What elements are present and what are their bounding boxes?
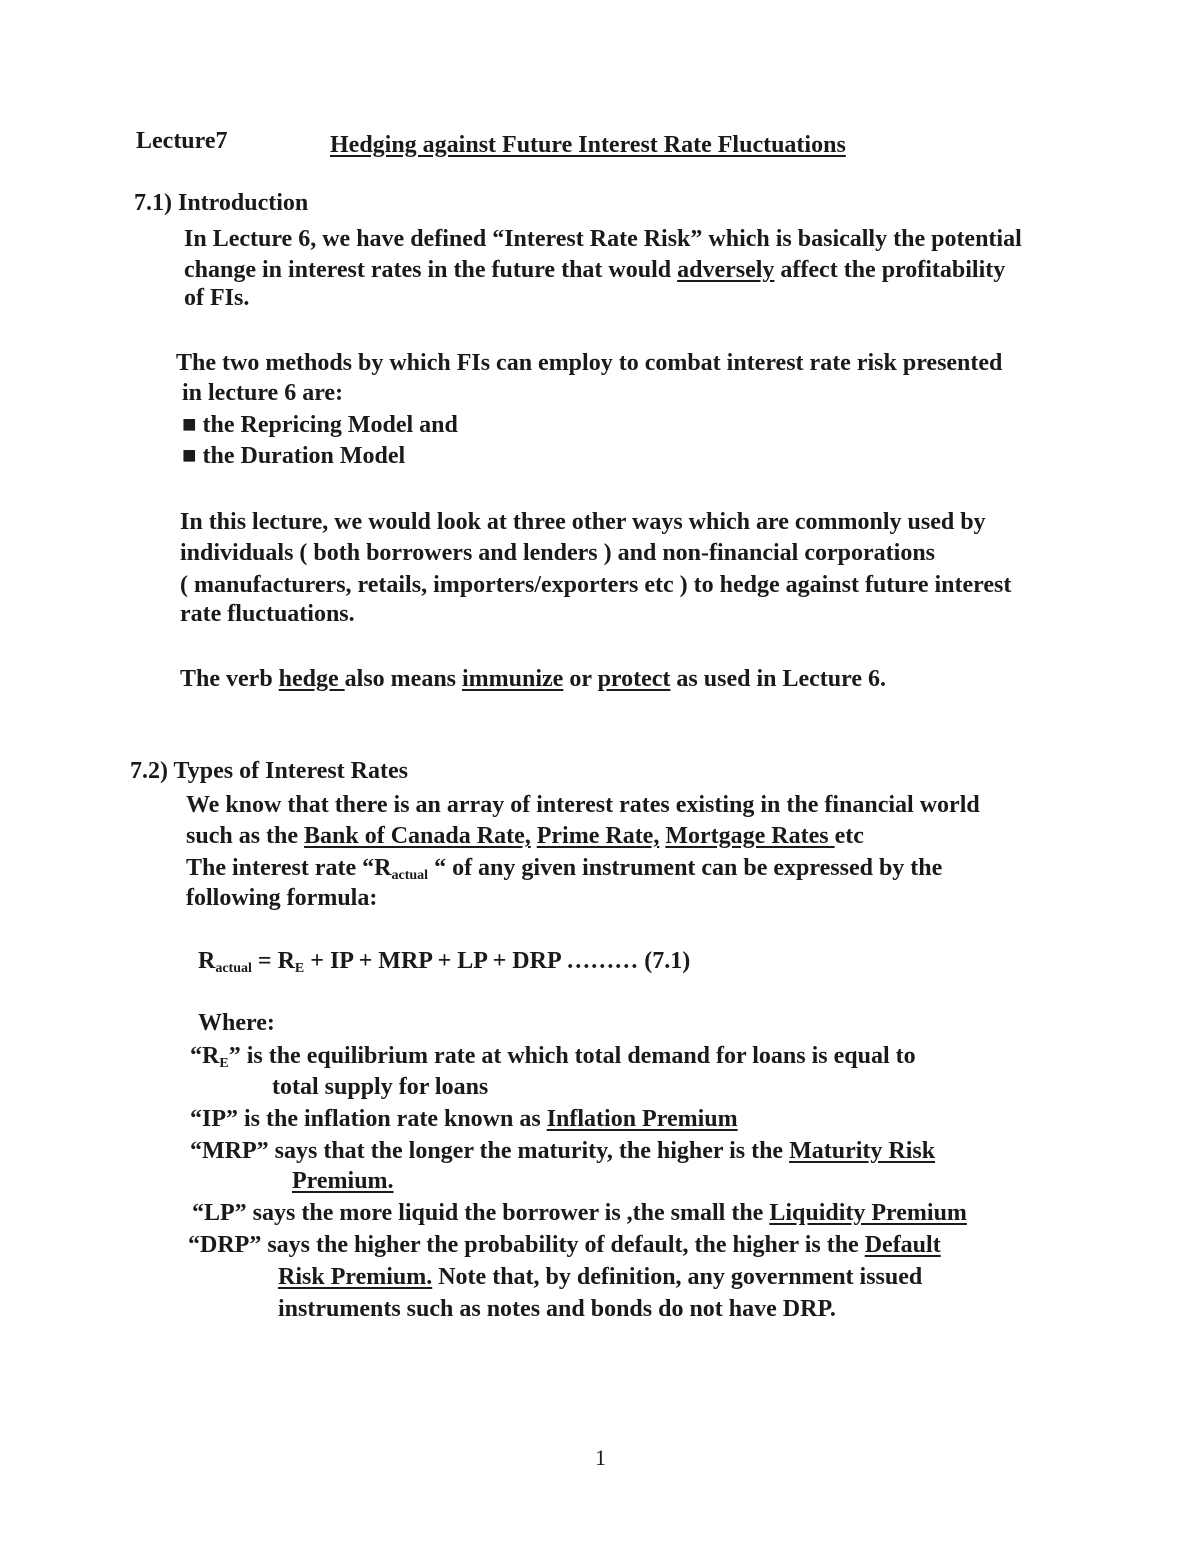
rates-line-4: following formula: [186,885,378,911]
lecture-title: Hedging against Future Interest Rate Fluctuations [330,132,846,158]
bullet-icon: ■ [182,412,197,438]
lecture-plan-line-2: individuals ( both borrowers and lenders ) and non-financial corporations [180,540,936,566]
rates-line-3: The interest rate “$R_{actual}$ “ of any given instrument can be expressed by the [186,855,943,883]
mrp-definition-cont: Premium. [292,1168,394,1194]
bullet-duration-model: ■ the Duration Model [182,443,406,469]
mrp-definition: “MRP” says that the longer the maturity, the higher is the Maturity Risk [190,1138,936,1164]
drp-definition-cont: Risk Premium. Note that, by definition, any government issued [278,1264,923,1290]
intro-line-1: In Lecture 6, we have defined “Interest Rate Risk” which is basically the potential [184,226,1022,252]
mortgage-rates: Mortgage Rates [665,823,835,849]
methods-line-2: in lecture 6 are: [182,380,344,406]
formula-7-1: $R_{actual} = R_E$ + IP + MRP + LP + DRP ……… (7.1) [198,948,691,976]
methods-line-1: The two methods by which FIs can employ to combat interest rate risk presented [176,350,1003,376]
rates-line-1: We know that there is an array of interest rates existing in the financial world [186,792,980,818]
hedge-definition: The verb hedge also means immunize or protect as used in Lecture 6. [180,666,886,692]
intro-line-2: change in interest rates in the future that would adversely affect the profitability [184,257,1006,283]
drp-definition-cont-2: instruments such as notes and bonds do not have DRP. [278,1296,836,1322]
page-number: 1 [595,1445,606,1470]
where-label: Where: [198,1010,275,1036]
bullet-repricing-model: ■ the Repricing Model and [182,412,458,438]
rates-line-2: such as the Bank of Canada Rate, Prime Rate, Mortgage Rates etc [186,823,864,849]
ip-definition: “IP” is the inflation rate known as Inflation Premium [190,1106,738,1132]
lecture-plan-line-4: rate fluctuations. [180,601,355,627]
lecture-plan-line-3: ( manufacturers, retails, importers/exporters etc ) to hedge against future interest [180,572,1012,598]
prime-rate: Prime Rate, [536,823,660,849]
bank-of-canada-rate: Bank of Canada Rate, [304,823,531,849]
adversely-term: adversely [677,257,775,283]
bullet-icon: ■ [182,443,197,469]
re-definition-cont: total supply for loans [272,1074,489,1100]
drp-definition: “DRP” says the higher the probability of default, the higher is the Default [188,1232,941,1258]
re-definition: “$R_E$” is the equilibrium rate at which total demand for loans is equal to [190,1043,916,1071]
section-7-1-heading: 7.1) Introduction [134,190,309,216]
section-7-2-heading: 7.2) Types of Interest Rates [130,758,408,784]
lecture-plan-line-1: In this lecture, we would look at three other ways which are commonly used by [180,509,986,535]
lecture-label: Lecture7 [136,128,228,154]
intro-line-3: of FIs. [184,285,250,311]
lp-definition: “LP” says the more liquid the borrower is ,the small the Liquidity Premium [192,1200,967,1226]
